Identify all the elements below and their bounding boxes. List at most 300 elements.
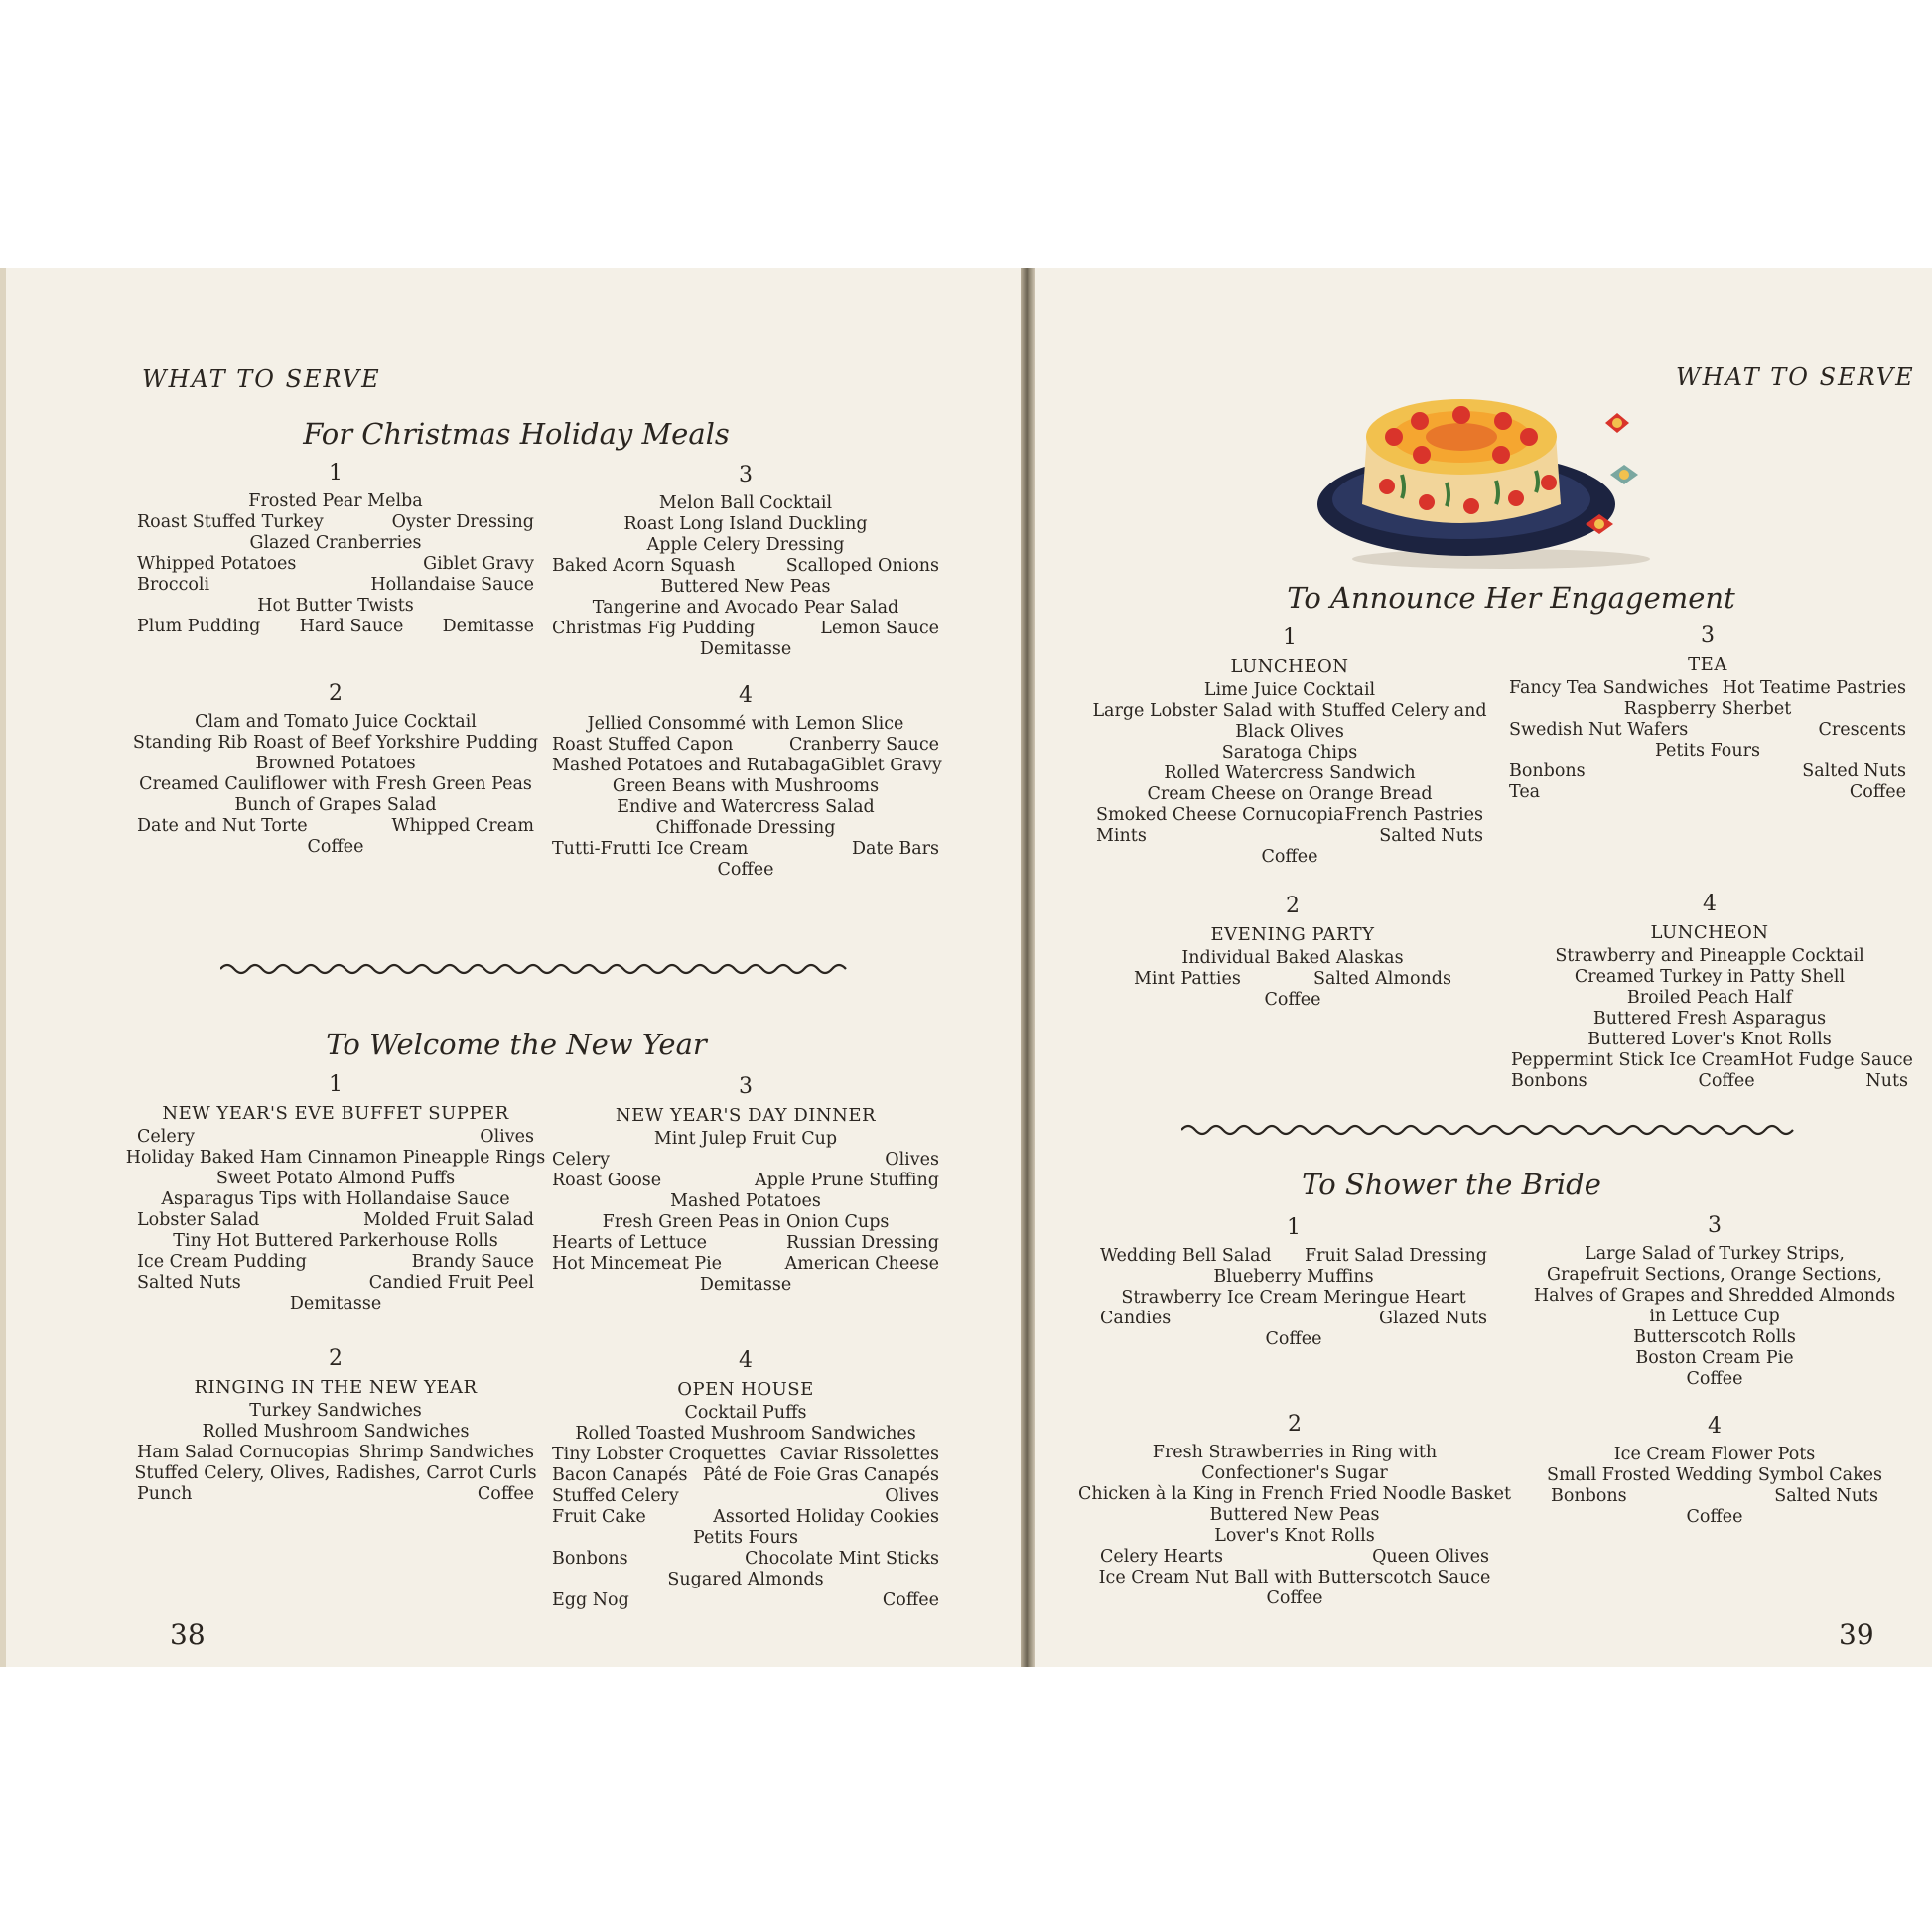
menu-item: Creamed Turkey in Patty Shell <box>1574 967 1846 987</box>
menu-item: Strawberry Ice Cream Meringue Heart <box>1121 1288 1466 1308</box>
menu-line <box>1511 988 1908 1009</box>
menu-number: 2 <box>1288 1412 1302 1437</box>
menu-line <box>1134 969 1451 990</box>
menu-item: Lemon Sauce <box>820 619 939 638</box>
menu-item: Bacon Canapés <box>552 1465 688 1485</box>
menu-item: French Pastries <box>1344 805 1483 825</box>
menu-line <box>1096 722 1483 743</box>
menu-line <box>1536 1244 1893 1265</box>
menu-item: Roast Stuffed Turkey <box>137 512 324 532</box>
section-title-engagement: To Announce Her Engagement <box>1287 581 1735 615</box>
menu-item: Celery <box>552 1150 610 1170</box>
page-number-left: 38 <box>170 1618 206 1651</box>
menu-number: 2 <box>1286 894 1300 918</box>
menu-line <box>552 1549 939 1570</box>
menu-caption: EVENING PARTY <box>1210 924 1375 945</box>
section-title-new-year: To Welcome the New Year <box>326 1028 707 1061</box>
menu-item: Buttered Lover's Knot Rolls <box>1587 1030 1832 1049</box>
menu-line <box>1100 1246 1487 1267</box>
menu-line <box>1134 990 1451 1011</box>
menu-item: Giblet Gravy <box>830 756 942 775</box>
menu-item: Black Olives <box>1235 722 1344 742</box>
menu-line <box>1096 847 1483 868</box>
menu-item: Molded Fruit Salad <box>362 1210 534 1230</box>
menu-item: Buttered New Peas <box>1209 1505 1380 1525</box>
menu-item: Oyster Dressing <box>391 512 534 532</box>
menu-item: Scalloped Onions <box>785 556 939 576</box>
menu-line <box>552 556 939 577</box>
menu-line <box>552 1507 939 1528</box>
menu-engagement-4 <box>1511 892 1913 1092</box>
menu-line <box>552 514 939 535</box>
menu-item: Tangerine and Avocado Pear Salad <box>592 598 899 618</box>
menu-item: Chicken à la King in French Fried Noodle Basket <box>1078 1484 1511 1504</box>
menu-line <box>137 575 534 596</box>
menu-item: Halves of Grapes and Shredded Almonds <box>1533 1286 1896 1306</box>
menu-item: Coffee <box>477 1484 534 1504</box>
menu-line <box>552 1528 939 1549</box>
menu-item: Celery <box>137 1127 195 1147</box>
menu-item: Browned Potatoes <box>255 754 416 773</box>
menu-item: Frosted Pear Melba <box>248 491 423 511</box>
menu-caption: NEW YEAR'S EVE BUFFET SUPPER <box>162 1103 509 1124</box>
menu-line <box>1100 1329 1487 1350</box>
menu-engagement-1 <box>1092 625 1487 868</box>
left-page <box>0 268 1021 1667</box>
menu-item: Assorted Holiday Cookies <box>713 1507 939 1527</box>
menu-item: Coffee <box>1686 1369 1743 1389</box>
menu-item: Punch <box>137 1484 193 1504</box>
running-head-left: WHAT TO SERVE <box>142 365 381 393</box>
menu-item: Candied Fruit Peel <box>368 1273 534 1293</box>
menu-line <box>552 756 942 776</box>
menu-line <box>1100 1547 1489 1568</box>
menu-item: Large Lobster Salad with Stuffed Celery and <box>1092 701 1487 721</box>
menu-item: Stuffed Celery <box>552 1486 679 1506</box>
menu-line <box>137 1273 534 1294</box>
menu-item: Glazed Cranberries <box>249 533 422 553</box>
menu-line <box>1551 1507 1878 1528</box>
menu-caption: RINGING IN THE NEW YEAR <box>194 1377 478 1398</box>
menu-item: Ham Salad Cornucopias <box>137 1443 350 1462</box>
menu-item: Roast Long Island Duckling <box>623 514 868 534</box>
menu-item: Sugared Almonds <box>667 1570 824 1589</box>
menu-item: Salted Nuts <box>137 1273 241 1293</box>
menu-line <box>552 1486 939 1507</box>
menu-number: 1 <box>1283 625 1297 650</box>
page-number-right: 39 <box>1839 1618 1874 1651</box>
menu-item: Ice Cream Nut Ball with Butterscotch Sauce <box>1098 1568 1491 1587</box>
menu-item: Buttered Fresh Asparagus <box>1592 1009 1827 1029</box>
menu-line <box>1096 805 1483 826</box>
menu-item: Bunch of Grapes Salad <box>234 795 437 815</box>
menu-item: Blueberry Muffins <box>1213 1267 1374 1287</box>
menu-line <box>1509 741 1906 761</box>
menu-item: Nuts <box>1865 1071 1908 1091</box>
menu-line <box>137 1484 534 1505</box>
menu-item: Ice Cream Pudding <box>137 1252 307 1272</box>
book-gutter <box>1021 268 1035 1667</box>
menu-number: 2 <box>329 1346 343 1371</box>
menu-item: Grapefruit Sections, Orange Sections, <box>1547 1265 1882 1285</box>
menu-item: Broiled Peach Half <box>1626 988 1793 1008</box>
menu-item: Lime Juice Cocktail <box>1203 680 1376 700</box>
menu-item: Salted Nuts <box>1802 761 1906 781</box>
menu-item: Cranberry Sauce <box>788 735 939 755</box>
menu-item: Jellied Consommé with Lemon Slice <box>587 714 904 734</box>
menu-line <box>1100 1288 1487 1309</box>
menu-item: Individual Baked Alaskas <box>1181 948 1404 968</box>
menu-item: Chocolate Mint Sticks <box>745 1549 939 1569</box>
menu-line <box>137 795 534 816</box>
menu-item: Coffee <box>1849 782 1906 802</box>
menu-line <box>1096 826 1483 847</box>
menu-line <box>1551 1445 1878 1465</box>
menu-line <box>137 533 534 554</box>
menu-item: Creamed Cauliflower with Fresh Green Peas <box>139 774 532 794</box>
menu-item: Baked Acorn Squash <box>552 556 736 576</box>
menu-line <box>552 735 939 756</box>
menu-line <box>1100 1588 1489 1609</box>
menu-item: Whipped Potatoes <box>137 554 297 574</box>
menu-line <box>1096 784 1483 805</box>
menu-line <box>1511 946 1908 967</box>
menu-item: Raspberry Sherbet <box>1623 699 1792 719</box>
menu-item: Coffee <box>1686 1507 1743 1527</box>
menu-item: Stuffed Celery, Olives, Radishes, Carrot Curls <box>134 1463 537 1483</box>
menu-number: 4 <box>739 683 753 708</box>
menu-line <box>1100 1309 1487 1329</box>
menu-number: 3 <box>739 1074 753 1099</box>
menu-line <box>1511 1071 1908 1092</box>
menu-number: 4 <box>1708 1414 1722 1439</box>
menu-number: 3 <box>739 463 753 487</box>
menu-line <box>1100 1267 1487 1288</box>
menu-item: Swedish Nut Wafers <box>1509 720 1689 740</box>
menu-line <box>552 1465 939 1486</box>
menu-line <box>552 1445 939 1465</box>
menu-item: Salted Nuts <box>1379 826 1483 846</box>
menu-item: Date and Nut Torte <box>137 816 308 836</box>
menu-line <box>1511 1009 1908 1030</box>
menu-new-year-3 <box>552 1076 939 1296</box>
menu-line <box>552 1129 939 1150</box>
menu-item: Cream Cheese on Orange Bread <box>1147 784 1433 804</box>
menu-item: Ice Cream Flower Pots <box>1613 1445 1816 1464</box>
menu-line <box>125 1148 546 1169</box>
wavy-divider-icon <box>1181 1118 1797 1142</box>
menu-item: Celery Hearts <box>1100 1547 1223 1567</box>
menu-number: 4 <box>739 1348 753 1373</box>
menu-christmas-3 <box>552 465 939 660</box>
menu-line <box>552 1233 939 1254</box>
menu-item: Sweet Potato Almond Puffs <box>215 1169 456 1188</box>
menu-item: Lover's Knot Rolls <box>1214 1526 1375 1546</box>
menu-line <box>1536 1369 1893 1390</box>
menu-line <box>1551 1486 1878 1507</box>
menu-line <box>1536 1265 1893 1286</box>
menu-item: Fancy Tea Sandwiches <box>1509 678 1709 698</box>
menu-item: Cocktail Puffs <box>684 1403 807 1423</box>
menu-line <box>1100 1443 1489 1463</box>
menu-item: Hot Butter Twists <box>257 596 414 616</box>
menu-item: Large Salad of Turkey Strips, <box>1585 1244 1845 1264</box>
menu-item: in Lettuce Cup <box>1649 1307 1780 1326</box>
menu-item: Coffee <box>1698 1071 1755 1091</box>
menu-line <box>137 554 534 575</box>
menu-item: American Cheese <box>784 1254 939 1274</box>
menu-line <box>137 596 534 617</box>
wavy-divider-icon <box>220 957 856 981</box>
menu-item: Queen Olives <box>1372 1547 1489 1567</box>
menu-item: Rolled Toasted Mushroom Sandwiches <box>575 1424 916 1444</box>
menu-item: Shrimp Sandwiches <box>358 1443 534 1462</box>
menu-line <box>552 1590 939 1611</box>
menu-item: Rolled Mushroom Sandwiches <box>202 1422 470 1442</box>
menu-line <box>1092 701 1487 722</box>
menu-item: Mashed Potatoes and Rutabaga <box>552 756 831 775</box>
menu-item: Clam and Tomato Juice Cocktail <box>195 712 477 732</box>
menu-item: Mint Julep Fruit Cup <box>653 1129 838 1149</box>
menu-new-year-4 <box>552 1350 939 1611</box>
menu-item: Hollandaise Sauce <box>370 575 534 595</box>
menu-line <box>137 1252 534 1273</box>
menu-line <box>552 598 939 619</box>
menu-item: Egg Nog <box>552 1590 629 1610</box>
menu-item: Demitasse <box>442 617 534 636</box>
menu-caption: OPEN HOUSE <box>677 1379 814 1400</box>
menu-line <box>137 712 534 733</box>
menu-christmas-1 <box>137 463 534 637</box>
menu-line <box>1509 761 1906 782</box>
menu-line <box>1096 680 1483 701</box>
right-page <box>1035 268 1932 1667</box>
menu-item: Mint Patties <box>1134 969 1241 989</box>
menu-item: Tutti-Frutti Ice Cream <box>552 839 749 859</box>
menu-line <box>1536 1307 1893 1327</box>
menu-new-year-1 <box>125 1072 546 1314</box>
menu-item: Demitasse <box>699 1275 792 1295</box>
menu-item: Petits Fours <box>693 1528 798 1548</box>
menu-line <box>137 491 534 512</box>
menu-line <box>1078 1484 1511 1505</box>
menu-item: Hot Mincemeat Pie <box>552 1254 723 1274</box>
menu-line <box>552 818 939 839</box>
menu-item: Olives <box>885 1486 939 1506</box>
menu-item: Bonbons <box>1509 761 1586 781</box>
menu-line <box>1100 1505 1489 1526</box>
menu-line <box>552 1150 939 1171</box>
menu-engagement-2 <box>1134 896 1451 1011</box>
menu-item: Roast Goose <box>552 1171 662 1190</box>
menu-item: Russian Dressing <box>785 1233 939 1253</box>
menu-line <box>137 1210 534 1231</box>
menu-item: Petits Fours <box>1655 741 1760 760</box>
menu-item: Wedding Bell Salad <box>1100 1246 1272 1266</box>
menu-item: Pâté de Foie Gras Canapés <box>702 1465 939 1485</box>
menu-item: Demitasse <box>699 639 792 659</box>
menu-item: Coffee <box>1266 1588 1323 1608</box>
menu-caption: TEA <box>1688 654 1727 675</box>
menu-item: Turkey Sandwiches <box>249 1401 422 1421</box>
menu-number: 1 <box>329 461 343 485</box>
menu-line <box>552 860 939 881</box>
menu-item: Small Frosted Wedding Symbol Cakes <box>1546 1465 1883 1485</box>
menu-item: Apple Prune Stuffing <box>755 1171 939 1190</box>
menu-line <box>1536 1327 1893 1348</box>
menu-item: Coffee <box>1264 990 1321 1010</box>
menu-line <box>1096 763 1483 784</box>
wavy-divider-line <box>220 965 846 973</box>
menu-line <box>137 617 534 637</box>
menu-item: Broccoli <box>137 575 210 595</box>
menu-line <box>552 1570 939 1590</box>
menu-line <box>137 1189 534 1210</box>
menu-item: Christmas Fig Pudding <box>552 619 756 638</box>
section-title-christmas: For Christmas Holiday Meals <box>303 417 730 451</box>
section-title-shower: To Shower the Bride <box>1302 1168 1601 1201</box>
menu-line <box>137 1422 534 1443</box>
menu-line <box>1509 720 1906 741</box>
menu-item: Mints <box>1096 826 1147 846</box>
menu-line <box>552 535 939 556</box>
menu-number: 3 <box>1708 1213 1722 1238</box>
menu-item: Glazed Nuts <box>1379 1309 1487 1328</box>
menu-line <box>552 1254 939 1275</box>
menu-shower-4 <box>1546 1414 1883 1528</box>
menu-item: Standing Rib Roast of Beef Yorkshire Pudding <box>132 733 539 753</box>
menu-line <box>132 733 539 754</box>
menu-line <box>1509 678 1906 699</box>
menu-line <box>552 1191 939 1212</box>
menu-item: Green Beans with Mushrooms <box>612 776 880 796</box>
menu-caption: NEW YEAR'S DAY DINNER <box>615 1105 877 1126</box>
menu-item: Fruit Salad Dressing <box>1305 1246 1487 1266</box>
menu-line <box>137 816 534 837</box>
menu-shower-2 <box>1078 1412 1511 1609</box>
menu-item: Salted Nuts <box>1774 1486 1878 1506</box>
menu-line <box>1511 1030 1908 1050</box>
menu-item: Giblet Gravy <box>423 554 534 574</box>
menu-item: Saratoga Chips <box>1221 743 1358 762</box>
menu-item: Tea <box>1509 782 1541 802</box>
menu-line <box>137 774 534 795</box>
menu-item: Brandy Sauce <box>411 1252 534 1272</box>
menu-line <box>1509 782 1906 803</box>
menu-number: 1 <box>329 1072 343 1097</box>
menu-number: 2 <box>329 681 343 706</box>
menu-item: Caviar Rissolettes <box>779 1445 939 1464</box>
menu-item: Coffee <box>1265 1329 1322 1349</box>
menu-line <box>552 1403 939 1424</box>
menu-line <box>552 1212 939 1233</box>
menu-line <box>134 1463 537 1484</box>
menu-item: Bonbons <box>552 1549 628 1569</box>
menu-item: Roast Stuffed Capon <box>552 735 734 755</box>
menu-line <box>137 837 534 858</box>
menu-item: Holiday Baked Ham Cinnamon Pineapple Rings <box>125 1148 546 1168</box>
menu-line <box>137 1169 534 1189</box>
menu-item: Confectioner's Sugar <box>1201 1463 1388 1483</box>
wavy-divider-line <box>1181 1126 1793 1134</box>
menu-line <box>552 797 939 818</box>
menu-item: Endive and Watercress Salad <box>617 797 875 817</box>
menu-item: Olives <box>885 1150 939 1170</box>
menu-line <box>552 639 939 660</box>
menu-item: Salted Almonds <box>1313 969 1451 989</box>
menu-line <box>137 1443 534 1463</box>
menu-item: Peppermint Stick Ice Cream <box>1511 1050 1760 1070</box>
menu-line <box>1536 1348 1893 1369</box>
running-head-right: WHAT TO SERVE <box>1676 363 1915 391</box>
menu-item: Hard Sauce <box>299 617 404 636</box>
menu-caption: LUNCHEON <box>1650 922 1769 943</box>
menu-line <box>552 619 939 639</box>
menu-engagement-3 <box>1509 625 1906 803</box>
menu-item: Plum Pudding <box>137 617 261 636</box>
menu-item: Whipped Cream <box>391 816 534 836</box>
menu-item: Coffee <box>717 860 774 880</box>
menu-christmas-4 <box>552 683 942 881</box>
menu-item: Lobster Salad <box>137 1210 260 1230</box>
menu-shower-3 <box>1533 1213 1896 1390</box>
menu-line <box>552 1275 939 1296</box>
menu-line <box>552 714 939 735</box>
menu-item: Asparagus Tips with Hollandaise Sauce <box>161 1189 510 1209</box>
menu-line <box>1100 1463 1489 1484</box>
menu-item: Coffee <box>882 1590 939 1610</box>
menu-number: 1 <box>1287 1215 1301 1240</box>
menu-item: Candies <box>1100 1309 1172 1328</box>
menu-item: Butterscotch Rolls <box>1633 1327 1796 1347</box>
menu-line <box>1546 1465 1883 1486</box>
menu-item: Tiny Lobster Croquettes <box>552 1445 767 1464</box>
menu-item: Rolled Watercress Sandwich <box>1164 763 1416 783</box>
menu-item: Mashed Potatoes <box>670 1191 821 1211</box>
menu-item: Crescents <box>1818 720 1906 740</box>
menu-new-year-2 <box>134 1346 537 1505</box>
menu-line <box>552 776 939 797</box>
menu-item: Coffee <box>307 837 364 857</box>
menu-line <box>552 577 939 598</box>
menu-item: Melon Ball Cocktail <box>658 493 833 513</box>
menu-item: Tiny Hot Buttered Parkerhouse Rolls <box>173 1231 498 1251</box>
menu-item: Chiffonade Dressing <box>655 818 836 838</box>
menu-line <box>552 1424 939 1445</box>
menu-line <box>137 1127 534 1148</box>
menu-line <box>137 754 534 774</box>
menu-line <box>137 1401 534 1422</box>
menu-caption: LUNCHEON <box>1230 656 1349 677</box>
menu-item: Fresh Strawberries in Ring with <box>1152 1443 1438 1462</box>
menu-item: Demitasse <box>289 1294 382 1313</box>
menu-shower-1 <box>1100 1217 1487 1350</box>
menu-line <box>1511 967 1908 988</box>
menu-item: Buttered New Peas <box>660 577 831 597</box>
book-spread <box>0 268 1932 1667</box>
menu-line <box>1134 948 1451 969</box>
menu-line <box>1100 1568 1489 1588</box>
molded-gelatin-cake-icon <box>1312 375 1690 574</box>
menu-item: Strawberry and Pineapple Cocktail <box>1555 946 1864 966</box>
menu-item: Fresh Green Peas in Onion Cups <box>602 1212 890 1232</box>
menu-item: Fruit Cake <box>552 1507 646 1527</box>
menu-item: Hearts of Lettuce <box>552 1233 708 1253</box>
menu-item: Hot Fudge Sauce <box>1759 1050 1913 1070</box>
menu-item: Bonbons <box>1551 1486 1627 1506</box>
menu-item: Date Bars <box>851 839 939 859</box>
menu-line <box>137 1231 534 1252</box>
